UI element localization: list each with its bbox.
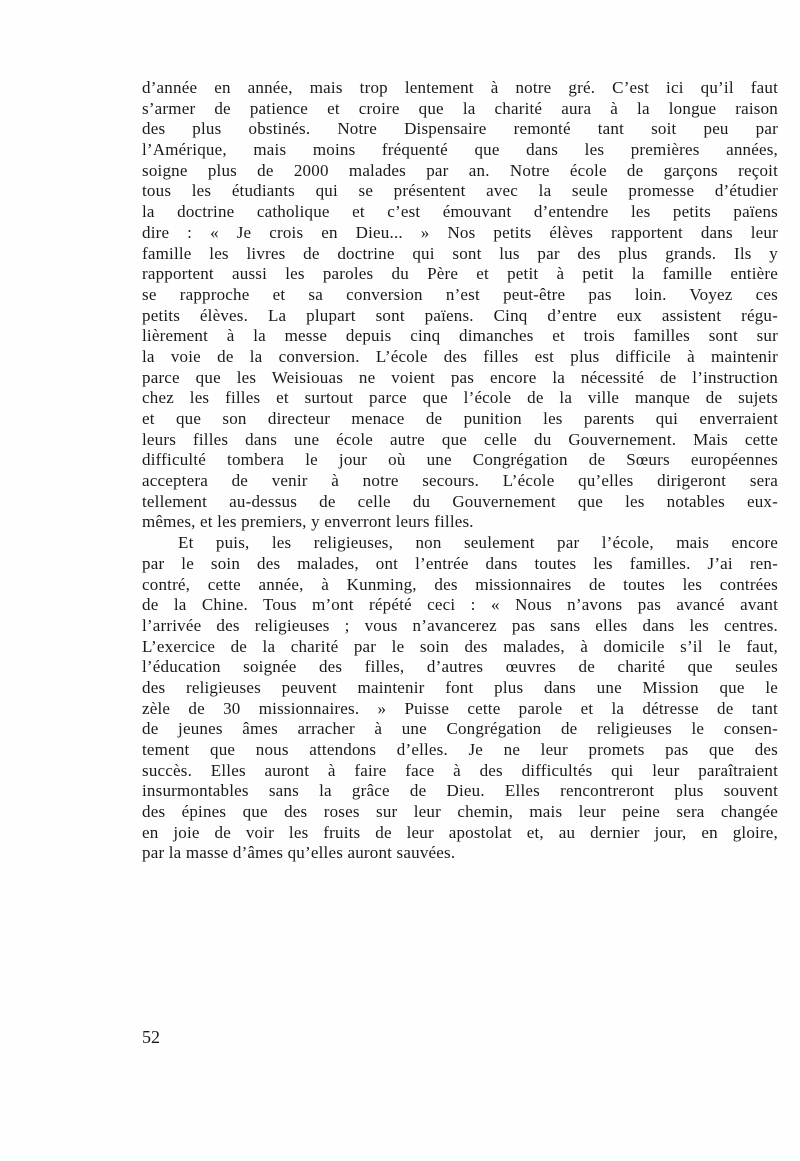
paragraph-2-line: l’arrivée des religieuses ; vous n’avancerez pas sans elles dans les centres. <box>142 615 778 635</box>
paragraph-1-line: parce que les Weisiouas ne voient pas encore la nécessité de l’instruction <box>142 367 778 387</box>
paragraph-2-line: en joie de voir les fruits de leur apostolat et, au dernier jour, en gloire, <box>142 822 778 842</box>
paragraph-1-line: des plus obstinés. Notre Dispensaire remonté tant soit peu par <box>142 119 778 139</box>
paragraph-2-line: des épines que des roses sur leur chemin, mais leur peine sera changée <box>142 802 778 822</box>
paragraph-1-line: petits élèves. La plupart sont païens. Cinq d’entre eux assistent régu- <box>142 305 778 325</box>
paragraph-2-line: zèle de 30 missionnaires. » Puisse cette parole et la détresse de tant <box>142 698 778 718</box>
paragraph-1-line: d’année en année, mais trop lentement à notre gré. C’est ici qu’il faut <box>142 78 778 97</box>
paragraph-2-line: L’exercice de la charité par le soin des malades, à domicile s’il le faut, <box>142 636 778 656</box>
paragraph-2-line: contré, cette année, à Kunming, des missionnaires de toutes les contrées <box>142 574 778 594</box>
paragraph-2-line: de jeunes âmes arracher à une Congrégation de religieuses le consen- <box>142 719 778 739</box>
paragraph-1-line: soigne plus de 2000 malades par an. Notre école de garçons reçoit <box>142 160 778 180</box>
page-number: 52 <box>142 1027 160 1047</box>
paragraph-1-line: rapportent aussi les paroles du Père et petit à petit la famille entière <box>142 264 778 284</box>
paragraph-1-line: leurs filles dans une école autre que celle du Gouvernement. Mais cette <box>142 429 778 449</box>
paragraph-1-line: dire : « Je crois en Dieu... » Nos petits élèves rapportent dans leur <box>142 222 778 242</box>
paragraph-2-line: tement que nous attendons d’elles. Je ne leur promets pas que des <box>142 740 778 759</box>
paragraph-1-line: difficulté tombera le jour où une Congrégation de Sœurs européennes <box>142 450 778 470</box>
paragraph-1-line: et que son directeur menace de punition les parents qui enverraient <box>142 409 778 428</box>
paragraph-1-line: mêmes, et les premiers, y enverront leurs filles. <box>142 512 474 532</box>
paragraph-1-line: lièrement à la messe depuis cinq dimanches et trois familles sont sur <box>142 326 778 346</box>
paragraph-1-line: l’Amérique, mais moins fréquenté que dans les premières années, <box>142 140 778 160</box>
paragraph-2-line: insurmontables sans la grâce de Dieu. Elles rencontreront plus souvent <box>142 781 778 801</box>
paragraph-1-line: chez les filles et surtout parce que l’école de la ville manque de sujets <box>142 388 778 408</box>
paragraph-1 <box>142 78 778 533</box>
paragraph-2-line: Et puis, les religieuses, non seulement par l’école, mais encore <box>178 533 778 553</box>
paragraph-1-line: famille les livres de doctrine qui sont lus par des plus grands. Ils y <box>142 243 778 263</box>
paragraph-1-line: la doctrine catholique et c’est émouvant d’entendre les petits païens <box>142 202 778 222</box>
paragraph-2-line: succès. Elles auront à faire face à des difficultés qui leur paraîtraient <box>142 760 778 780</box>
paragraph-1-line: s’armer de patience et croire que la charité aura à la longue raison <box>142 98 778 118</box>
paragraph-2-line: des religieuses peuvent maintenir font plus dans une Mission que le <box>142 677 778 697</box>
paragraph-2-line: de la Chine. Tous m’ont répété ceci : « Nous n’avons pas avancé avant <box>142 595 778 615</box>
paragraph-2 <box>142 533 778 864</box>
paragraph-1-line: la voie de la conversion. L’école des filles est plus difficile à maintenir <box>142 346 778 366</box>
paragraph-2-line: par la masse d’âmes qu’elles auront sauvées. <box>142 843 456 863</box>
paragraph-1-line: se rapproche et sa conversion n’est peut-être pas loin. Voyez ces <box>142 284 778 304</box>
paragraph-2-line: par le soin des malades, ont l’entrée dans toutes les familles. J’ai ren- <box>142 553 778 573</box>
paragraph-1-line: tellement au-dessus de celle du Gouvernement que les notables eux- <box>142 491 778 511</box>
paragraph-1-line: acceptera de venir à notre secours. L’école qu’elles dirigeront sera <box>142 471 778 491</box>
body-text <box>142 78 778 864</box>
paragraph-2-line: l’éducation soignée des filles, d’autres œuvres de charité que seules <box>142 657 778 677</box>
paragraph-1-line: tous les étudiants qui se présentent avec la seule promesse d’étudier <box>142 181 778 201</box>
